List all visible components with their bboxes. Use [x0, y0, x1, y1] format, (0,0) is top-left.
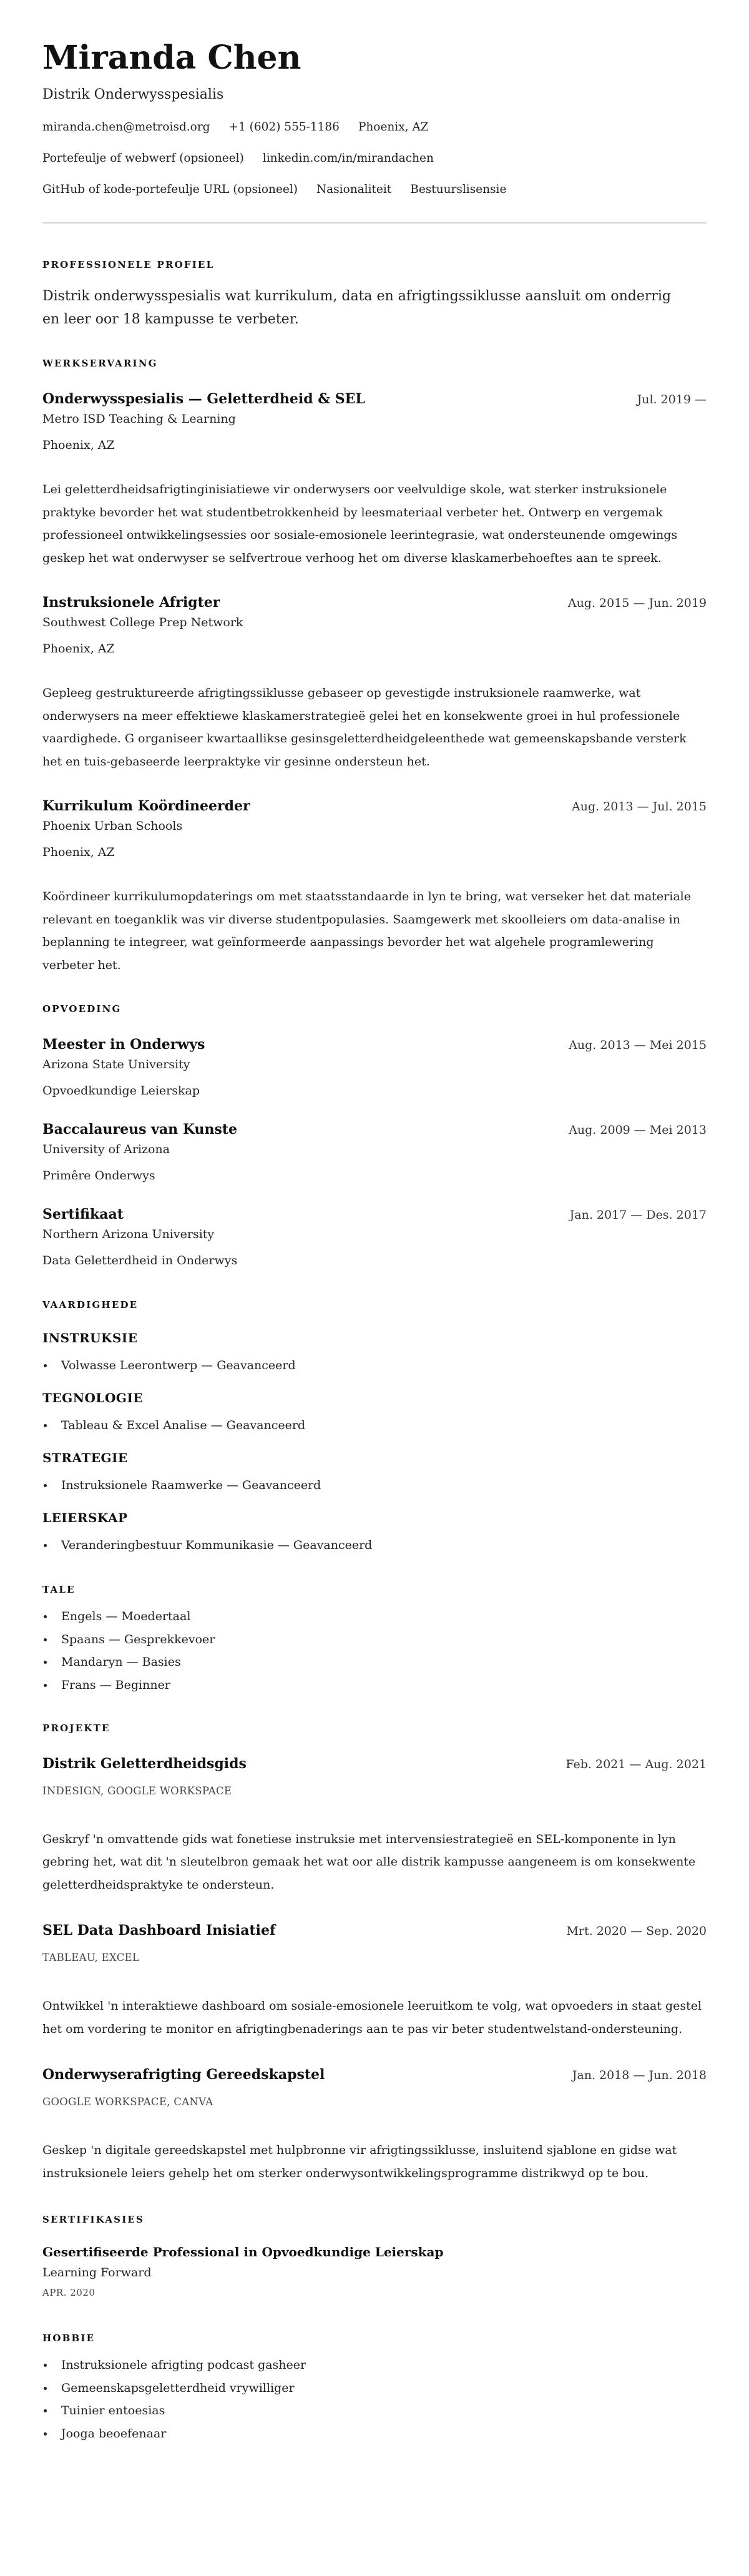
header-divider [42, 222, 707, 224]
skill-item: Veranderingbestuur Kommunikasie — Geavanceerd [42, 1537, 707, 1553]
school-name: Arizona State University [42, 1058, 190, 1071]
skill-item: Tableau & Excel Analise — Geavanceerd [42, 1417, 707, 1433]
language-item: Spaans — Gesprekkevoer [42, 1631, 707, 1648]
job-company: Metro ISD Teaching & Learning [42, 412, 236, 426]
certification-date: APR. 2020 [42, 2287, 95, 2298]
language-item: Mandaryn — Basies [42, 1654, 707, 1670]
job-description: Gepleeg gestruktureerde afrigtingssiklusse gebaseer op gevestigde instruksionele raamwerke, wat onderwysers na meer effektiewe klaskamerstrategieë gelei het en konsekwente groei in hul professionele vaardighede. G organiseer kwartaallikse gesinsgeletterdheidgeleenthede wat gemeenskapsbande versterk het en tuis-gebaseerde leerpraktyke vir gesinne ondersteun het. [42, 686, 687, 769]
contact-nationality: Nasionaliteit [316, 183, 392, 196]
project-title: Distrik Geletterdheidsgids [42, 1755, 247, 1772]
skill-group [42, 1510, 707, 1553]
profile-summary: Distrik onderwysspesialis wat kurrikulum, data en afrigtingssiklusse aansluit om onderrig en leer oor 18 kampusse te verbeter. [42, 288, 671, 327]
skill-category: LEIERSKAP [42, 1510, 128, 1525]
contact-github[interactable]: GitHub of kode-portefeulje URL (opsioneel) [42, 183, 298, 196]
section-title-education: OPVOEDING [42, 1003, 122, 1015]
project-dates: Feb. 2021 — Aug. 2021 [565, 1757, 707, 1771]
certification-issuer: Learning Forward [42, 2266, 152, 2279]
degree-title: Baccalaureus van Kunste [42, 1121, 237, 1138]
hobby-item: Tuinier entoesias [42, 2402, 707, 2419]
certification-name: Gesertifiseerde Professional in Opvoedkundige Leierskap [42, 2244, 444, 2259]
education-entry [42, 1205, 707, 1269]
resume-header [42, 39, 707, 197]
contact-portfolio[interactable]: Portefeulje of webwerf (opsioneel) [42, 152, 244, 165]
experience-entry [42, 593, 707, 773]
job-title: Onderwysspesialis — Geletterdheid & SEL [42, 391, 365, 407]
project-tools: GOOGLE WORKSPACE, CANVA [42, 2096, 213, 2108]
job-dates: Aug. 2013 — Jul. 2015 [572, 800, 707, 814]
contact-drivers-license: Bestuurslisensie [410, 183, 507, 196]
section-title-skills: VAARDIGHEDE [42, 1299, 139, 1310]
contact-location: Phoenix, AZ [358, 120, 429, 134]
degree-title: Sertifikaat [42, 1206, 124, 1222]
section-title-experience: WERKSERVARING [42, 358, 158, 369]
contact-email[interactable]: miranda.chen@metroisd.org [42, 120, 210, 134]
contact-row-1 [42, 120, 707, 135]
job-location: Phoenix, AZ [42, 845, 115, 859]
project-dates: Jan. 2018 — Jun. 2018 [572, 2068, 707, 2082]
job-title: Instruksionele Afrigter [42, 594, 220, 611]
field-of-study: Primêre Onderwys [42, 1169, 155, 1182]
section-title-languages: TALE [42, 1584, 76, 1595]
project-tools: INDESIGN, GOOGLE WORKSPACE [42, 1784, 232, 1797]
skill-category: INSTRUKSIE [42, 1330, 138, 1345]
skill-category: STRATEGIE [42, 1450, 128, 1465]
job-title: Kurrikulum Koördineerder [42, 798, 250, 814]
education-entry [42, 1120, 707, 1184]
field-of-study: Opvoedkundige Leierskap [42, 1084, 200, 1098]
section-title-certifications: SERTIFIKASIES [42, 2214, 145, 2225]
job-description: Koördineer kurrikulumopdaterings om met staatsstandaarde in lyn te bring, wat verseker het dat materiale relevant en toeganklik was vir diverse studentpopulasies. Saamgewerk met skoolleiers om data-analise in beplanning te integreer, wat geïnformeerde aanpassings bevorder het wat algehele programlewering verbeter het. [42, 890, 691, 972]
project-entry [42, 1754, 707, 1897]
skill-category: TEGNOLOGIE [42, 1390, 144, 1405]
education-dates: Aug. 2013 — Mei 2015 [569, 1038, 707, 1052]
experience-entry [42, 390, 707, 569]
job-company: Southwest College Prep Network [42, 616, 243, 629]
job-description: Lei geletterdheidsafrigtinginisiatiewe vir onderwysers oor veelvuldige skole, wat sterker instruksionele praktyke bevorder het wat studentbetrokkenheid by leesmateriaal verbeter het. Ontwerp en vergemak professioneel ontwikkelingsessies oor sosiale-emosionele leerintegrasie, wat ondersteunende omgewings geskep het wat onderwyser se selfvertroue verhoog het om diverse klaskamerbehoeftes aan te spreek. [42, 483, 678, 565]
school-name: University of Arizona [42, 1143, 170, 1156]
projects-section [42, 1722, 707, 2185]
project-description: Geskep 'n digitale gereedskapstel met hulpbronne vir afrigtingssiklusse, insluitend sjablone en gidse wat instruksionele leiers gehelp het om sterker onderwysontwikkelingsprogramme distrikwyd op te bou. [42, 2143, 677, 2180]
project-title: Onderwyserafrigting Gereedskapstel [42, 2067, 325, 2083]
skill-item: Volwasse Leerontwerp — Geavanceerd [42, 1357, 707, 1374]
candidate-headline: Distrik Onderwysspesialis [42, 87, 224, 102]
project-entry [42, 1921, 707, 2040]
skill-group [42, 1450, 707, 1493]
project-title: SEL Data Dashboard Inisiatief [42, 1922, 276, 1939]
education-section [42, 1003, 707, 1269]
degree-title: Meester in Onderwys [42, 1036, 205, 1053]
profile-section [42, 258, 707, 331]
hobbies-section [42, 2332, 707, 2442]
skills-section [42, 1299, 707, 1553]
experience-section [42, 357, 707, 976]
contact-linkedin[interactable]: linkedin.com/in/mirandachen [262, 152, 434, 165]
section-title-hobbies: HOBBIE [42, 2333, 95, 2344]
certifications-section [42, 2213, 707, 2299]
field-of-study: Data Geletterdheid in Onderwys [42, 1254, 238, 1267]
job-dates: Jul. 2019 — [637, 393, 707, 406]
project-dates: Mrt. 2020 — Sep. 2020 [566, 1924, 707, 1938]
contact-row-3 [42, 182, 707, 197]
certification-entry [42, 2243, 707, 2299]
hobby-item: Gemeenskapsgeletterdheid vrywilliger [42, 2380, 707, 2396]
section-title-projects: PROJEKTE [42, 1722, 110, 1734]
project-entry [42, 2065, 707, 2185]
language-item: Engels — Moedertaal [42, 1608, 707, 1625]
education-dates: Jan. 2017 — Des. 2017 [569, 1208, 707, 1222]
school-name: Northern Arizona University [42, 1227, 215, 1241]
experience-entry [42, 797, 707, 976]
job-location: Phoenix, AZ [42, 438, 115, 452]
education-entry [42, 1035, 707, 1099]
project-tools: TABLEAU, EXCEL [42, 1952, 140, 1964]
education-dates: Aug. 2009 — Mei 2013 [569, 1123, 707, 1137]
section-title-profile: PROFESSIONELE PROFIEL [42, 259, 215, 270]
skill-group [42, 1390, 707, 1433]
job-location: Phoenix, AZ [42, 642, 115, 656]
languages-section [42, 1583, 707, 1693]
project-description: Geskryf 'n omvattende gids wat fonetiese instruksie met intervensiestrategieë en SEL-komponente in lyn gebring het, wat dit 'n sleutelbron gemaak het wat oor alle distrik kampusse aangeneem is om konsekwente geletterdheidspraktyke te ondersteun. [42, 1832, 696, 1892]
job-dates: Aug. 2015 — Jun. 2019 [567, 596, 707, 610]
skill-group [42, 1330, 707, 1374]
hobby-item: Instruksionele afrigting podcast gasheer [42, 2357, 707, 2373]
contact-phone[interactable]: +1 (602) 555-1186 [228, 120, 340, 134]
hobby-item: Jooga beoefenaar [42, 2426, 707, 2442]
language-item: Frans — Beginner [42, 1677, 707, 1693]
project-description: Ontwikkel 'n interaktiewe dashboard om sosiale-emosionele leeruitkom te volg, wat opvoeders in staat gestel het om vordering te monitor en afrigtingbenaderings aan te pas vir beter studentwelstand-ondersteuning. [42, 1999, 702, 2036]
candidate-name: Miranda Chen [42, 39, 301, 77]
skill-item: Instruksionele Raamwerke — Geavanceerd [42, 1477, 707, 1493]
contact-row-2 [42, 151, 707, 166]
job-company: Phoenix Urban Schools [42, 819, 183, 833]
